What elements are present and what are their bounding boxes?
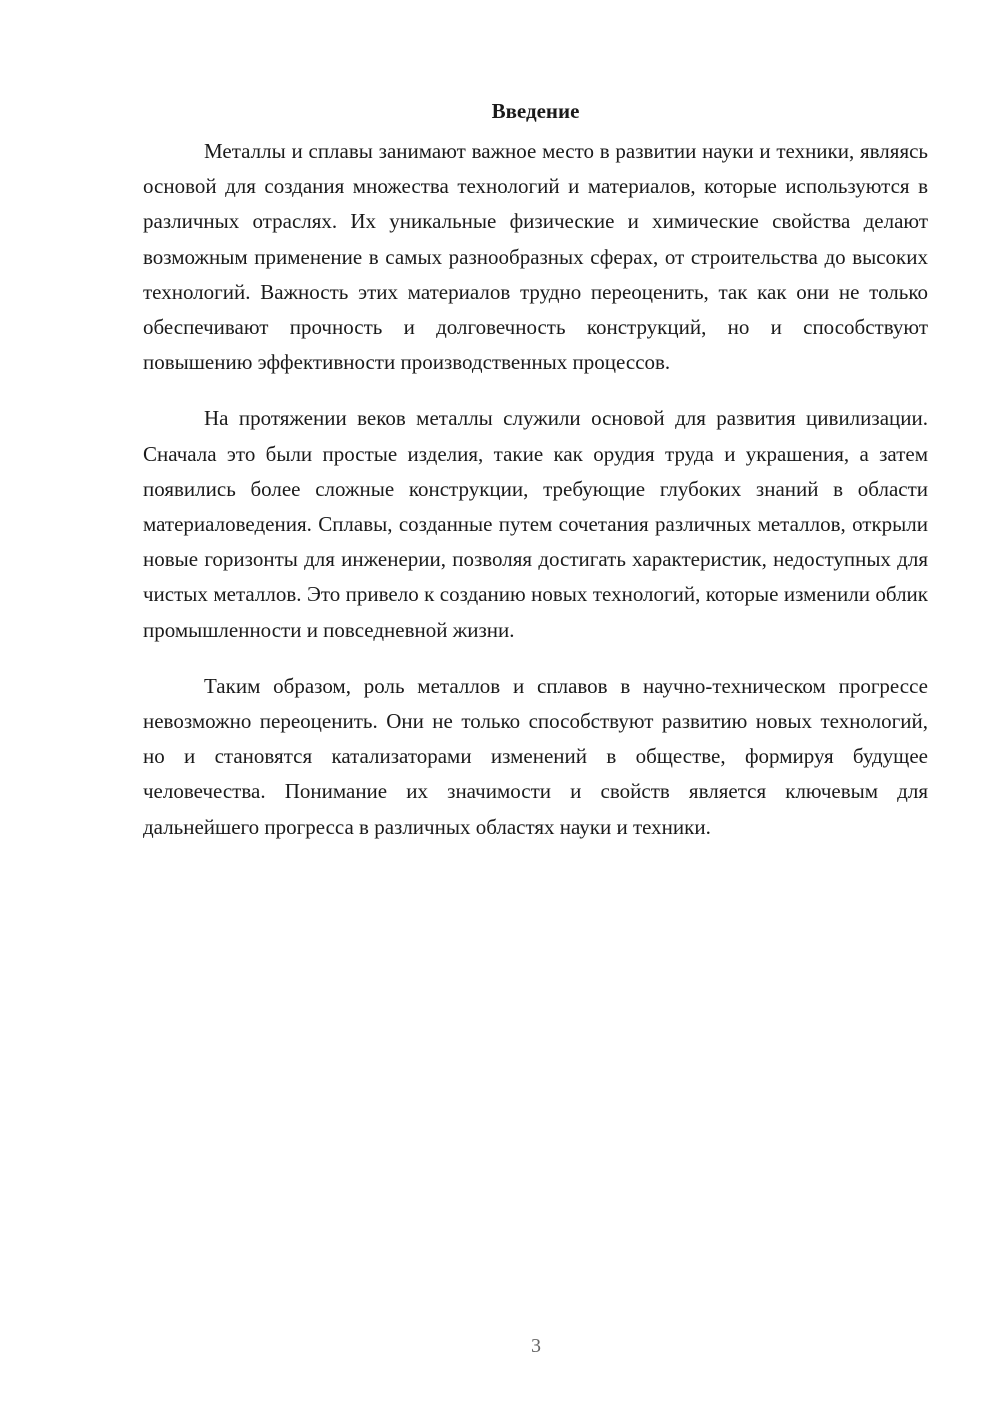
paragraph-1: Металлы и сплавы занимают важное место в развитии науки и техники, являясь основой для создания множества технологий и материалов, которые используются в различных отраслях. Их уникальные физические и химические свойства делают возможным применение в самых разнообразных сферах, от строительства до высоких технологий. Важность этих материалов трудно переоценить, так как они не только обеспечивают прочность и долговечность конструкций, но и способствуют повышению эффективности производственных процессов. <box>143 139 928 375</box>
paragraph-2: На протяжении веков металлы служили основой для развития цивилизации. Сначала это были простые изделия, такие как орудия труда и украшения, а затем появились более сложные конструкции, требующие глубоких знаний в области материаловедения. Сплавы, созданные путем сочетания различных металлов, открыли новые горизонты для инженерии, позволяя достигать характеристик, недоступных для чистых металлов. Это привело к созданию новых технологий, которые изменили облик промышленности и повседневной жизни. <box>143 406 928 642</box>
section-heading: Введение <box>491 99 580 123</box>
paragraph-3: Таким образом, роль металлов и сплавов в научно-техническом прогрессе невозможно переоценить. Они не только способствуют развитию новых технологий, но и становятся катализаторами изменений в обществе, формируя будущее человечества. Понимание их значимости и свойств является ключевым для дальнейшего прогресса в различных областях науки и техники. <box>143 673 928 839</box>
page-number: 3 <box>531 1335 541 1357</box>
page-content <box>143 96 928 866</box>
